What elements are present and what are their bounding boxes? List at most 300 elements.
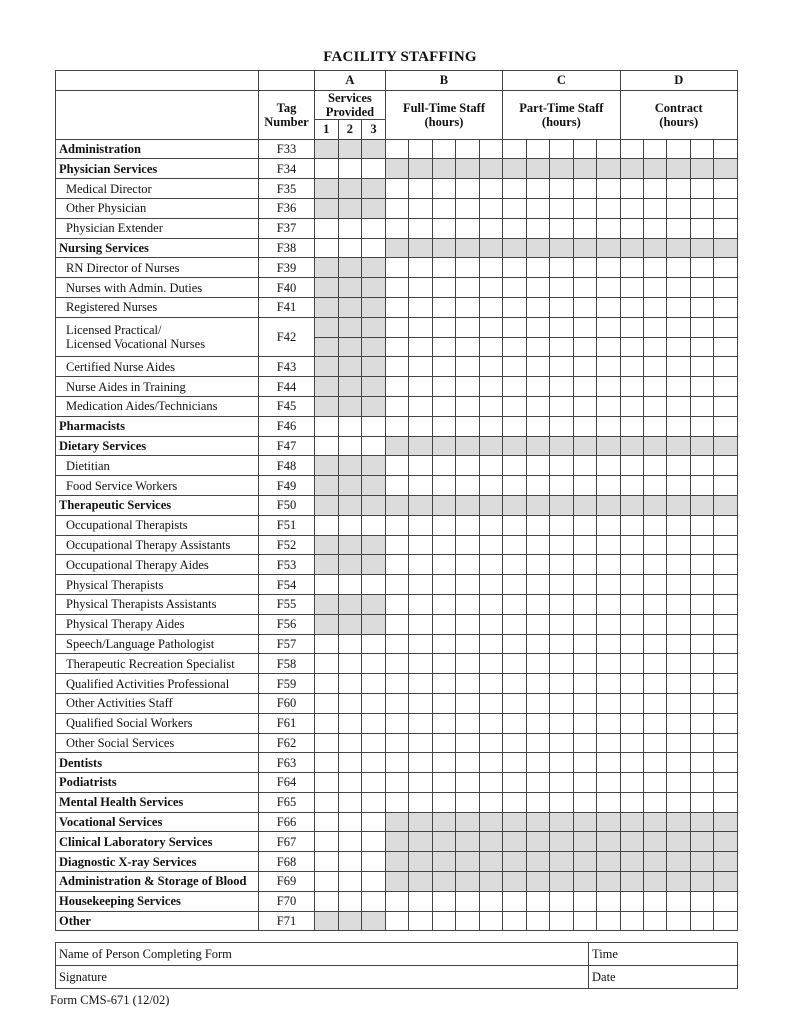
contract-hours-cell[interactable] [644, 733, 667, 753]
contract-hours-cell[interactable] [644, 218, 667, 238]
service-cell-3[interactable] [362, 713, 386, 733]
part-time-hours-cell[interactable] [573, 911, 596, 931]
full-time-hours-cell[interactable] [385, 575, 408, 595]
full-time-hours-cell[interactable] [409, 594, 432, 614]
full-time-hours-cell[interactable] [409, 911, 432, 931]
contract-hours-cell[interactable] [714, 911, 738, 931]
contract-hours-cell[interactable] [644, 139, 667, 159]
part-time-hours-cell[interactable] [550, 476, 573, 496]
full-time-hours-cell[interactable] [479, 891, 503, 911]
part-time-hours-cell[interactable] [550, 555, 573, 575]
full-time-hours-cell[interactable] [456, 654, 479, 674]
contract-hours-cell[interactable] [667, 179, 690, 199]
contract-hours-cell[interactable] [620, 396, 643, 416]
contract-hours-cell[interactable] [690, 693, 713, 713]
full-time-hours-cell[interactable] [409, 139, 432, 159]
full-time-hours-cell[interactable] [479, 139, 503, 159]
contract-hours-cell[interactable] [690, 337, 713, 357]
service-cell-2[interactable] [338, 891, 362, 911]
part-time-hours-cell[interactable] [597, 396, 621, 416]
service-cell-3[interactable] [362, 891, 386, 911]
full-time-hours-cell[interactable] [479, 594, 503, 614]
contract-hours-cell[interactable] [714, 555, 738, 575]
part-time-hours-cell[interactable] [550, 515, 573, 535]
service-cell-2[interactable] [338, 515, 362, 535]
part-time-hours-cell[interactable] [526, 911, 549, 931]
full-time-hours-cell[interactable] [479, 733, 503, 753]
service-cell-3[interactable] [362, 733, 386, 753]
service-cell-3[interactable] [362, 218, 386, 238]
full-time-hours-cell[interactable] [409, 555, 432, 575]
contract-hours-cell[interactable] [667, 594, 690, 614]
full-time-hours-cell[interactable] [409, 654, 432, 674]
service-cell-2[interactable] [338, 654, 362, 674]
contract-hours-cell[interactable] [714, 258, 738, 278]
service-cell-2[interactable] [338, 832, 362, 852]
contract-hours-cell[interactable] [667, 614, 690, 634]
contract-hours-cell[interactable] [644, 911, 667, 931]
service-cell-2[interactable] [338, 218, 362, 238]
full-time-hours-cell[interactable] [456, 377, 479, 397]
full-time-hours-cell[interactable] [456, 317, 479, 337]
part-time-hours-cell[interactable] [597, 614, 621, 634]
service-cell-1[interactable] [315, 773, 339, 793]
contract-hours-cell[interactable] [620, 614, 643, 634]
contract-hours-cell[interactable] [620, 713, 643, 733]
part-time-hours-cell[interactable] [503, 575, 526, 595]
contract-hours-cell[interactable] [690, 773, 713, 793]
full-time-hours-cell[interactable] [479, 377, 503, 397]
contract-hours-cell[interactable] [714, 396, 738, 416]
full-time-hours-cell[interactable] [456, 753, 479, 773]
contract-hours-cell[interactable] [644, 456, 667, 476]
contract-hours-cell[interactable] [644, 535, 667, 555]
full-time-hours-cell[interactable] [409, 891, 432, 911]
contract-hours-cell[interactable] [644, 416, 667, 436]
contract-hours-cell[interactable] [714, 297, 738, 317]
part-time-hours-cell[interactable] [526, 396, 549, 416]
full-time-hours-cell[interactable] [409, 674, 432, 694]
full-time-hours-cell[interactable] [385, 258, 408, 278]
contract-hours-cell[interactable] [620, 674, 643, 694]
full-time-hours-cell[interactable] [456, 337, 479, 357]
contract-hours-cell[interactable] [667, 416, 690, 436]
part-time-hours-cell[interactable] [526, 733, 549, 753]
part-time-hours-cell[interactable] [503, 594, 526, 614]
part-time-hours-cell[interactable] [503, 456, 526, 476]
part-time-hours-cell[interactable] [550, 654, 573, 674]
contract-hours-cell[interactable] [644, 377, 667, 397]
part-time-hours-cell[interactable] [597, 733, 621, 753]
full-time-hours-cell[interactable] [385, 357, 408, 377]
contract-hours-cell[interactable] [644, 634, 667, 654]
part-time-hours-cell[interactable] [550, 278, 573, 298]
full-time-hours-cell[interactable] [456, 693, 479, 713]
full-time-hours-cell[interactable] [409, 258, 432, 278]
contract-hours-cell[interactable] [690, 575, 713, 595]
full-time-hours-cell[interactable] [456, 416, 479, 436]
contract-hours-cell[interactable] [620, 179, 643, 199]
full-time-hours-cell[interactable] [432, 278, 455, 298]
contract-hours-cell[interactable] [714, 179, 738, 199]
full-time-hours-cell[interactable] [409, 179, 432, 199]
contract-hours-cell[interactable] [620, 377, 643, 397]
full-time-hours-cell[interactable] [432, 139, 455, 159]
contract-hours-cell[interactable] [714, 337, 738, 357]
contract-hours-cell[interactable] [667, 555, 690, 575]
contract-hours-cell[interactable] [667, 377, 690, 397]
service-cell-2[interactable] [338, 693, 362, 713]
full-time-hours-cell[interactable] [432, 535, 455, 555]
full-time-hours-cell[interactable] [479, 911, 503, 931]
full-time-hours-cell[interactable] [479, 614, 503, 634]
contract-hours-cell[interactable] [667, 278, 690, 298]
contract-hours-cell[interactable] [620, 515, 643, 535]
part-time-hours-cell[interactable] [573, 198, 596, 218]
service-cell-2[interactable] [338, 773, 362, 793]
contract-hours-cell[interactable] [714, 575, 738, 595]
full-time-hours-cell[interactable] [409, 535, 432, 555]
contract-hours-cell[interactable] [690, 713, 713, 733]
part-time-hours-cell[interactable] [573, 456, 596, 476]
part-time-hours-cell[interactable] [503, 218, 526, 238]
part-time-hours-cell[interactable] [573, 476, 596, 496]
part-time-hours-cell[interactable] [550, 198, 573, 218]
full-time-hours-cell[interactable] [409, 614, 432, 634]
part-time-hours-cell[interactable] [573, 396, 596, 416]
full-time-hours-cell[interactable] [456, 278, 479, 298]
part-time-hours-cell[interactable] [573, 357, 596, 377]
signature-field[interactable]: Signature [56, 966, 589, 989]
contract-hours-cell[interactable] [667, 476, 690, 496]
part-time-hours-cell[interactable] [526, 297, 549, 317]
full-time-hours-cell[interactable] [432, 733, 455, 753]
contract-hours-cell[interactable] [667, 753, 690, 773]
contract-hours-cell[interactable] [714, 693, 738, 713]
full-time-hours-cell[interactable] [479, 416, 503, 436]
part-time-hours-cell[interactable] [503, 654, 526, 674]
part-time-hours-cell[interactable] [573, 258, 596, 278]
full-time-hours-cell[interactable] [409, 297, 432, 317]
contract-hours-cell[interactable] [667, 396, 690, 416]
date-field[interactable]: Date [589, 966, 738, 989]
full-time-hours-cell[interactable] [479, 555, 503, 575]
part-time-hours-cell[interactable] [503, 773, 526, 793]
part-time-hours-cell[interactable] [503, 634, 526, 654]
contract-hours-cell[interactable] [690, 654, 713, 674]
contract-hours-cell[interactable] [714, 198, 738, 218]
service-cell-2[interactable] [338, 634, 362, 654]
contract-hours-cell[interactable] [620, 317, 643, 337]
contract-hours-cell[interactable] [620, 456, 643, 476]
contract-hours-cell[interactable] [620, 575, 643, 595]
full-time-hours-cell[interactable] [456, 792, 479, 812]
service-cell-2[interactable] [338, 713, 362, 733]
full-time-hours-cell[interactable] [432, 713, 455, 733]
part-time-hours-cell[interactable] [573, 614, 596, 634]
part-time-hours-cell[interactable] [526, 674, 549, 694]
service-cell-2[interactable] [338, 852, 362, 872]
contract-hours-cell[interactable] [714, 792, 738, 812]
contract-hours-cell[interactable] [644, 753, 667, 773]
part-time-hours-cell[interactable] [597, 654, 621, 674]
full-time-hours-cell[interactable] [385, 733, 408, 753]
part-time-hours-cell[interactable] [550, 357, 573, 377]
full-time-hours-cell[interactable] [432, 357, 455, 377]
part-time-hours-cell[interactable] [503, 297, 526, 317]
service-cell-2[interactable] [338, 416, 362, 436]
full-time-hours-cell[interactable] [456, 614, 479, 634]
contract-hours-cell[interactable] [620, 733, 643, 753]
full-time-hours-cell[interactable] [432, 198, 455, 218]
full-time-hours-cell[interactable] [479, 218, 503, 238]
part-time-hours-cell[interactable] [526, 377, 549, 397]
service-cell-1[interactable] [315, 159, 339, 179]
service-cell-3[interactable] [362, 416, 386, 436]
full-time-hours-cell[interactable] [456, 773, 479, 793]
full-time-hours-cell[interactable] [456, 911, 479, 931]
part-time-hours-cell[interactable] [526, 594, 549, 614]
service-cell-3[interactable] [362, 693, 386, 713]
full-time-hours-cell[interactable] [409, 278, 432, 298]
full-time-hours-cell[interactable] [456, 594, 479, 614]
full-time-hours-cell[interactable] [479, 753, 503, 773]
contract-hours-cell[interactable] [667, 515, 690, 535]
full-time-hours-cell[interactable] [479, 258, 503, 278]
contract-hours-cell[interactable] [620, 476, 643, 496]
part-time-hours-cell[interactable] [503, 674, 526, 694]
full-time-hours-cell[interactable] [432, 416, 455, 436]
service-cell-1[interactable] [315, 753, 339, 773]
contract-hours-cell[interactable] [620, 278, 643, 298]
full-time-hours-cell[interactable] [409, 753, 432, 773]
service-cell-1[interactable] [315, 515, 339, 535]
full-time-hours-cell[interactable] [479, 515, 503, 535]
full-time-hours-cell[interactable] [479, 456, 503, 476]
contract-hours-cell[interactable] [644, 515, 667, 535]
service-cell-2[interactable] [338, 674, 362, 694]
full-time-hours-cell[interactable] [409, 198, 432, 218]
contract-hours-cell[interactable] [690, 674, 713, 694]
full-time-hours-cell[interactable] [385, 535, 408, 555]
service-cell-1[interactable] [315, 852, 339, 872]
part-time-hours-cell[interactable] [526, 337, 549, 357]
contract-hours-cell[interactable] [644, 773, 667, 793]
full-time-hours-cell[interactable] [409, 456, 432, 476]
contract-hours-cell[interactable] [667, 297, 690, 317]
part-time-hours-cell[interactable] [597, 634, 621, 654]
part-time-hours-cell[interactable] [503, 555, 526, 575]
full-time-hours-cell[interactable] [385, 891, 408, 911]
part-time-hours-cell[interactable] [597, 198, 621, 218]
full-time-hours-cell[interactable] [479, 357, 503, 377]
part-time-hours-cell[interactable] [573, 792, 596, 812]
full-time-hours-cell[interactable] [385, 614, 408, 634]
full-time-hours-cell[interactable] [409, 792, 432, 812]
full-time-hours-cell[interactable] [409, 317, 432, 337]
service-cell-1[interactable] [315, 792, 339, 812]
full-time-hours-cell[interactable] [456, 258, 479, 278]
contract-hours-cell[interactable] [690, 733, 713, 753]
contract-hours-cell[interactable] [620, 693, 643, 713]
part-time-hours-cell[interactable] [573, 337, 596, 357]
part-time-hours-cell[interactable] [550, 891, 573, 911]
part-time-hours-cell[interactable] [573, 218, 596, 238]
contract-hours-cell[interactable] [644, 317, 667, 337]
service-cell-3[interactable] [362, 753, 386, 773]
part-time-hours-cell[interactable] [503, 396, 526, 416]
full-time-hours-cell[interactable] [456, 575, 479, 595]
contract-hours-cell[interactable] [620, 891, 643, 911]
full-time-hours-cell[interactable] [409, 357, 432, 377]
part-time-hours-cell[interactable] [526, 515, 549, 535]
part-time-hours-cell[interactable] [573, 753, 596, 773]
part-time-hours-cell[interactable] [573, 297, 596, 317]
full-time-hours-cell[interactable] [432, 594, 455, 614]
part-time-hours-cell[interactable] [503, 179, 526, 199]
contract-hours-cell[interactable] [644, 179, 667, 199]
service-cell-2[interactable] [338, 733, 362, 753]
full-time-hours-cell[interactable] [409, 377, 432, 397]
full-time-hours-cell[interactable] [456, 179, 479, 199]
part-time-hours-cell[interactable] [597, 891, 621, 911]
part-time-hours-cell[interactable] [550, 693, 573, 713]
contract-hours-cell[interactable] [667, 357, 690, 377]
full-time-hours-cell[interactable] [385, 773, 408, 793]
full-time-hours-cell[interactable] [409, 773, 432, 793]
part-time-hours-cell[interactable] [550, 753, 573, 773]
full-time-hours-cell[interactable] [456, 396, 479, 416]
full-time-hours-cell[interactable] [479, 654, 503, 674]
full-time-hours-cell[interactable] [432, 911, 455, 931]
contract-hours-cell[interactable] [667, 654, 690, 674]
service-cell-1[interactable] [315, 218, 339, 238]
contract-hours-cell[interactable] [667, 139, 690, 159]
service-cell-3[interactable] [362, 773, 386, 793]
contract-hours-cell[interactable] [620, 654, 643, 674]
part-time-hours-cell[interactable] [550, 733, 573, 753]
part-time-hours-cell[interactable] [573, 891, 596, 911]
full-time-hours-cell[interactable] [385, 337, 408, 357]
service-cell-3[interactable] [362, 872, 386, 892]
contract-hours-cell[interactable] [690, 614, 713, 634]
part-time-hours-cell[interactable] [597, 416, 621, 436]
service-cell-1[interactable] [315, 733, 339, 753]
part-time-hours-cell[interactable] [550, 416, 573, 436]
part-time-hours-cell[interactable] [526, 258, 549, 278]
contract-hours-cell[interactable] [644, 891, 667, 911]
service-cell-2[interactable] [338, 812, 362, 832]
part-time-hours-cell[interactable] [597, 535, 621, 555]
part-time-hours-cell[interactable] [597, 179, 621, 199]
contract-hours-cell[interactable] [714, 515, 738, 535]
contract-hours-cell[interactable] [620, 198, 643, 218]
part-time-hours-cell[interactable] [573, 535, 596, 555]
full-time-hours-cell[interactable] [479, 337, 503, 357]
full-time-hours-cell[interactable] [409, 693, 432, 713]
contract-hours-cell[interactable] [690, 476, 713, 496]
part-time-hours-cell[interactable] [503, 713, 526, 733]
contract-hours-cell[interactable] [690, 891, 713, 911]
full-time-hours-cell[interactable] [432, 515, 455, 535]
part-time-hours-cell[interactable] [526, 198, 549, 218]
service-cell-3[interactable] [362, 436, 386, 456]
contract-hours-cell[interactable] [644, 476, 667, 496]
contract-hours-cell[interactable] [714, 278, 738, 298]
part-time-hours-cell[interactable] [550, 337, 573, 357]
part-time-hours-cell[interactable] [503, 792, 526, 812]
full-time-hours-cell[interactable] [432, 476, 455, 496]
contract-hours-cell[interactable] [690, 198, 713, 218]
service-cell-1[interactable] [315, 674, 339, 694]
contract-hours-cell[interactable] [690, 139, 713, 159]
part-time-hours-cell[interactable] [597, 773, 621, 793]
service-cell-3[interactable] [362, 575, 386, 595]
contract-hours-cell[interactable] [690, 535, 713, 555]
part-time-hours-cell[interactable] [597, 337, 621, 357]
full-time-hours-cell[interactable] [456, 476, 479, 496]
contract-hours-cell[interactable] [644, 575, 667, 595]
contract-hours-cell[interactable] [690, 258, 713, 278]
part-time-hours-cell[interactable] [526, 575, 549, 595]
full-time-hours-cell[interactable] [456, 535, 479, 555]
part-time-hours-cell[interactable] [597, 297, 621, 317]
contract-hours-cell[interactable] [690, 278, 713, 298]
full-time-hours-cell[interactable] [385, 654, 408, 674]
service-cell-3[interactable] [362, 159, 386, 179]
contract-hours-cell[interactable] [690, 753, 713, 773]
part-time-hours-cell[interactable] [550, 297, 573, 317]
full-time-hours-cell[interactable] [385, 693, 408, 713]
part-time-hours-cell[interactable] [503, 278, 526, 298]
contract-hours-cell[interactable] [620, 357, 643, 377]
part-time-hours-cell[interactable] [526, 416, 549, 436]
part-time-hours-cell[interactable] [573, 179, 596, 199]
part-time-hours-cell[interactable] [503, 377, 526, 397]
contract-hours-cell[interactable] [714, 357, 738, 377]
service-cell-1[interactable] [315, 654, 339, 674]
contract-hours-cell[interactable] [667, 258, 690, 278]
full-time-hours-cell[interactable] [385, 218, 408, 238]
full-time-hours-cell[interactable] [456, 198, 479, 218]
part-time-hours-cell[interactable] [503, 515, 526, 535]
full-time-hours-cell[interactable] [479, 535, 503, 555]
full-time-hours-cell[interactable] [409, 218, 432, 238]
contract-hours-cell[interactable] [690, 416, 713, 436]
contract-hours-cell[interactable] [620, 258, 643, 278]
contract-hours-cell[interactable] [644, 357, 667, 377]
part-time-hours-cell[interactable] [550, 634, 573, 654]
part-time-hours-cell[interactable] [597, 317, 621, 337]
full-time-hours-cell[interactable] [432, 792, 455, 812]
full-time-hours-cell[interactable] [385, 139, 408, 159]
part-time-hours-cell[interactable] [503, 416, 526, 436]
part-time-hours-cell[interactable] [526, 891, 549, 911]
contract-hours-cell[interactable] [667, 733, 690, 753]
part-time-hours-cell[interactable] [573, 317, 596, 337]
contract-hours-cell[interactable] [667, 575, 690, 595]
contract-hours-cell[interactable] [620, 535, 643, 555]
part-time-hours-cell[interactable] [503, 614, 526, 634]
part-time-hours-cell[interactable] [526, 634, 549, 654]
full-time-hours-cell[interactable] [409, 337, 432, 357]
contract-hours-cell[interactable] [714, 416, 738, 436]
part-time-hours-cell[interactable] [550, 218, 573, 238]
part-time-hours-cell[interactable] [597, 515, 621, 535]
full-time-hours-cell[interactable] [409, 733, 432, 753]
contract-hours-cell[interactable] [714, 674, 738, 694]
contract-hours-cell[interactable] [644, 614, 667, 634]
